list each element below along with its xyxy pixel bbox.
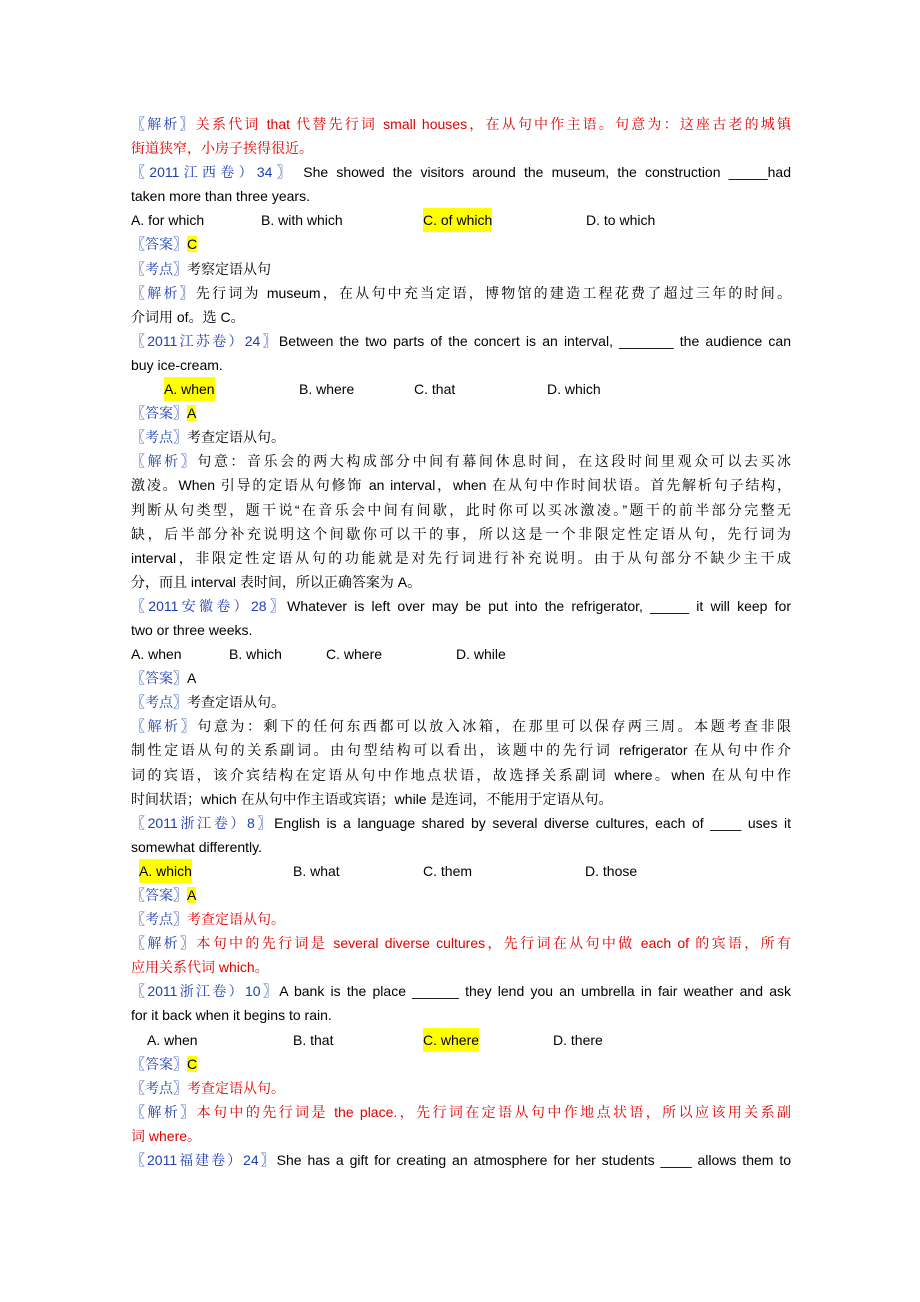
option-c-correct: C. of which [423, 208, 492, 232]
option-b: B. with which [261, 212, 343, 229]
q2-analysis-line: 〖解析〗句意：音乐会的两大构成部分中间有幕间休息时间，在这段时间里观众可以去买冰 [131, 453, 792, 470]
q1-kaodian: 〖考点〗考察定语从句 [131, 260, 271, 277]
q2-kaodian: 〖考点〗考查定语从句。 [131, 429, 285, 446]
q3-analysis-line: 时间状语；which 在从句中作主语或宾语；while 是连词，不能用于定语从句。 [131, 790, 613, 807]
q4-source: 〖2011浙江卷）8〗 [131, 814, 275, 831]
q4-stem-cont: somewhat differently. [131, 838, 262, 855]
answer-value: A [187, 405, 197, 422]
q1-stem-cont: taken more than three years. [131, 188, 310, 205]
q3-analysis-line: 制性定语从句的关系副词。由句型结构可以看出，该题中的先行词 refrigerator 在从句中作介 [131, 742, 791, 759]
q2-analysis-line: 缺，后半部分补充说明这个间歇你可以干的事，所以这是一个非限定性定语从句，先行词为 [131, 525, 791, 542]
q3-analysis-line: 〖解析〗句意为：剩下的任何东西都可以放入冰箱，在那里可以保存两三周。本题考查非限 [131, 718, 792, 735]
q2-analysis-line: interval，非限定性定语从句的功能就是对先行词进行补充说明。由于从句部分不缺少主干成 [131, 549, 791, 566]
q4-stem: 〖2011浙江卷）8〗English is a language shared by several diverse cultures, each of ____ uses it [131, 814, 791, 831]
option-a: A. for which [131, 212, 205, 229]
q5-stem: 〖2011浙江卷）10〗A bank is the place ______ they lend you an umbrella in fair weather and ask [131, 983, 791, 1000]
option-d: D. those [585, 862, 638, 879]
option-a: A. when [131, 646, 182, 663]
q5-analysis-line: 〖解析〗本句中的先行词是 the place.，先行词在定语从句中作地点状语，所以应该用关系副 [131, 1103, 791, 1120]
q1-analysis-line: 介词用 of。选 C。 [131, 308, 245, 325]
option-b: B. what [293, 862, 340, 879]
option-c: C. that [414, 381, 456, 398]
option-d: D. which [547, 381, 601, 398]
option-d: D. while [456, 646, 506, 663]
q5-analysis-line: 词 where。 [131, 1127, 202, 1144]
option-a-correct: A. when [164, 377, 215, 401]
q2-answer: 〖答案〗A [131, 405, 197, 422]
q2-stem-cont: buy ice-cream. [131, 356, 223, 373]
answer-value: A [187, 887, 197, 903]
option-c: C. them [423, 862, 473, 879]
q6-source: 〖2011福建卷）24〗 [131, 1152, 277, 1169]
q0-analysis-line: 〖解析〗关系代词 that 代替先行词 small houses，在从句中作主语。句意为：这座古老的城镇 [131, 116, 791, 132]
q5-stem-cont: for it back when it begins to rain. [131, 1007, 332, 1024]
option-a: A. when [147, 1031, 198, 1048]
q6-stem: 〖2011福建卷）24〗She has a gift for creating an atmosphere for her students ____ allows them to [131, 1152, 791, 1169]
answer-value: C [187, 1055, 198, 1072]
analysis-tag: 〖解析〗 [131, 116, 196, 132]
q1-stem: 〖2011江西卷）34〗 She showed the visitors around the museum, the construction _____had [131, 164, 791, 181]
q5-options [131, 1028, 791, 1052]
q2-analysis-line: 分，而且 interval 表时间，所以正确答案为 A。 [131, 573, 422, 590]
q4-kaodian: 〖考点〗考查定语从句。 [131, 911, 285, 928]
q3-answer: 〖答案〗A [131, 670, 197, 687]
q4-answer: 〖答案〗A [131, 887, 197, 903]
q1-options [131, 208, 791, 232]
q5-source: 〖2011浙江卷）10〗 [131, 983, 280, 1000]
q1-answer: 〖答案〗C [131, 236, 198, 253]
option-d: D. to which [586, 212, 656, 229]
q0-analysis-line: 街道狭窄，小房子挨得很近。 [131, 140, 313, 157]
option-c-correct: C. where [423, 1028, 479, 1052]
q2-analysis-line: 激凌。When 引导的定语从句修饰 an interval，when 在从句中作时间状语。首先解析句子结构， [131, 477, 791, 494]
q3-source: 〖2011安徽卷）28〗 [131, 597, 288, 614]
q2-options [131, 377, 791, 401]
option-b: B. where [299, 381, 355, 398]
option-d: D. there [553, 1031, 603, 1048]
q2-stem: 〖2011江苏卷）24〗Between the two parts of the concert is an interval, _______ the audience can [131, 332, 791, 349]
option-b: B. which [229, 646, 282, 663]
q4-analysis-line: 〖解析〗本句中的先行词是 several diverse cultures，先行词在从句中做 each of 的宾语，所有 [131, 935, 791, 952]
q2-source: 〖2011江苏卷）24〗 [131, 332, 279, 349]
answer-value: A [187, 670, 197, 687]
q5-answer: 〖答案〗C [131, 1055, 198, 1072]
q4-options [131, 859, 791, 883]
option-c: C. where [326, 646, 383, 663]
document-page [131, 112, 791, 1172]
q4-analysis-line: 应用关系代词 which。 [131, 959, 269, 976]
q3-analysis-line: 词的宾语，该介宾结构在定语从句中作地点状语，故选择关系副词 where。when 在从句中作 [131, 766, 791, 783]
q2-analysis-line: 判断从句类型，题干说“在音乐会中间有间歇，此时你可以买冰激凌。”题干的前半部分完整无 [131, 501, 791, 518]
answer-value: C [187, 236, 198, 253]
option-a-correct: A. which [139, 859, 192, 883]
q3-kaodian: 〖考点〗考查定语从句。 [131, 694, 285, 711]
q5-kaodian: 〖考点〗考查定语从句。 [131, 1079, 285, 1096]
q3-stem: 〖2011安徽卷）28〗Whatever is left over may be put into the refrigerator, _____ it will keep for [131, 597, 791, 614]
q1-source: 〖2011江西卷）34〗 [131, 164, 296, 181]
q1-analysis-line: 〖解析〗先行词为 museum，在从句中充当定语，博物馆的建造工程花费了超过三年的时间。 [131, 284, 791, 301]
option-b: B. that [293, 1031, 334, 1048]
q3-stem-cont: two or three weeks. [131, 621, 253, 638]
q3-options [131, 642, 791, 666]
